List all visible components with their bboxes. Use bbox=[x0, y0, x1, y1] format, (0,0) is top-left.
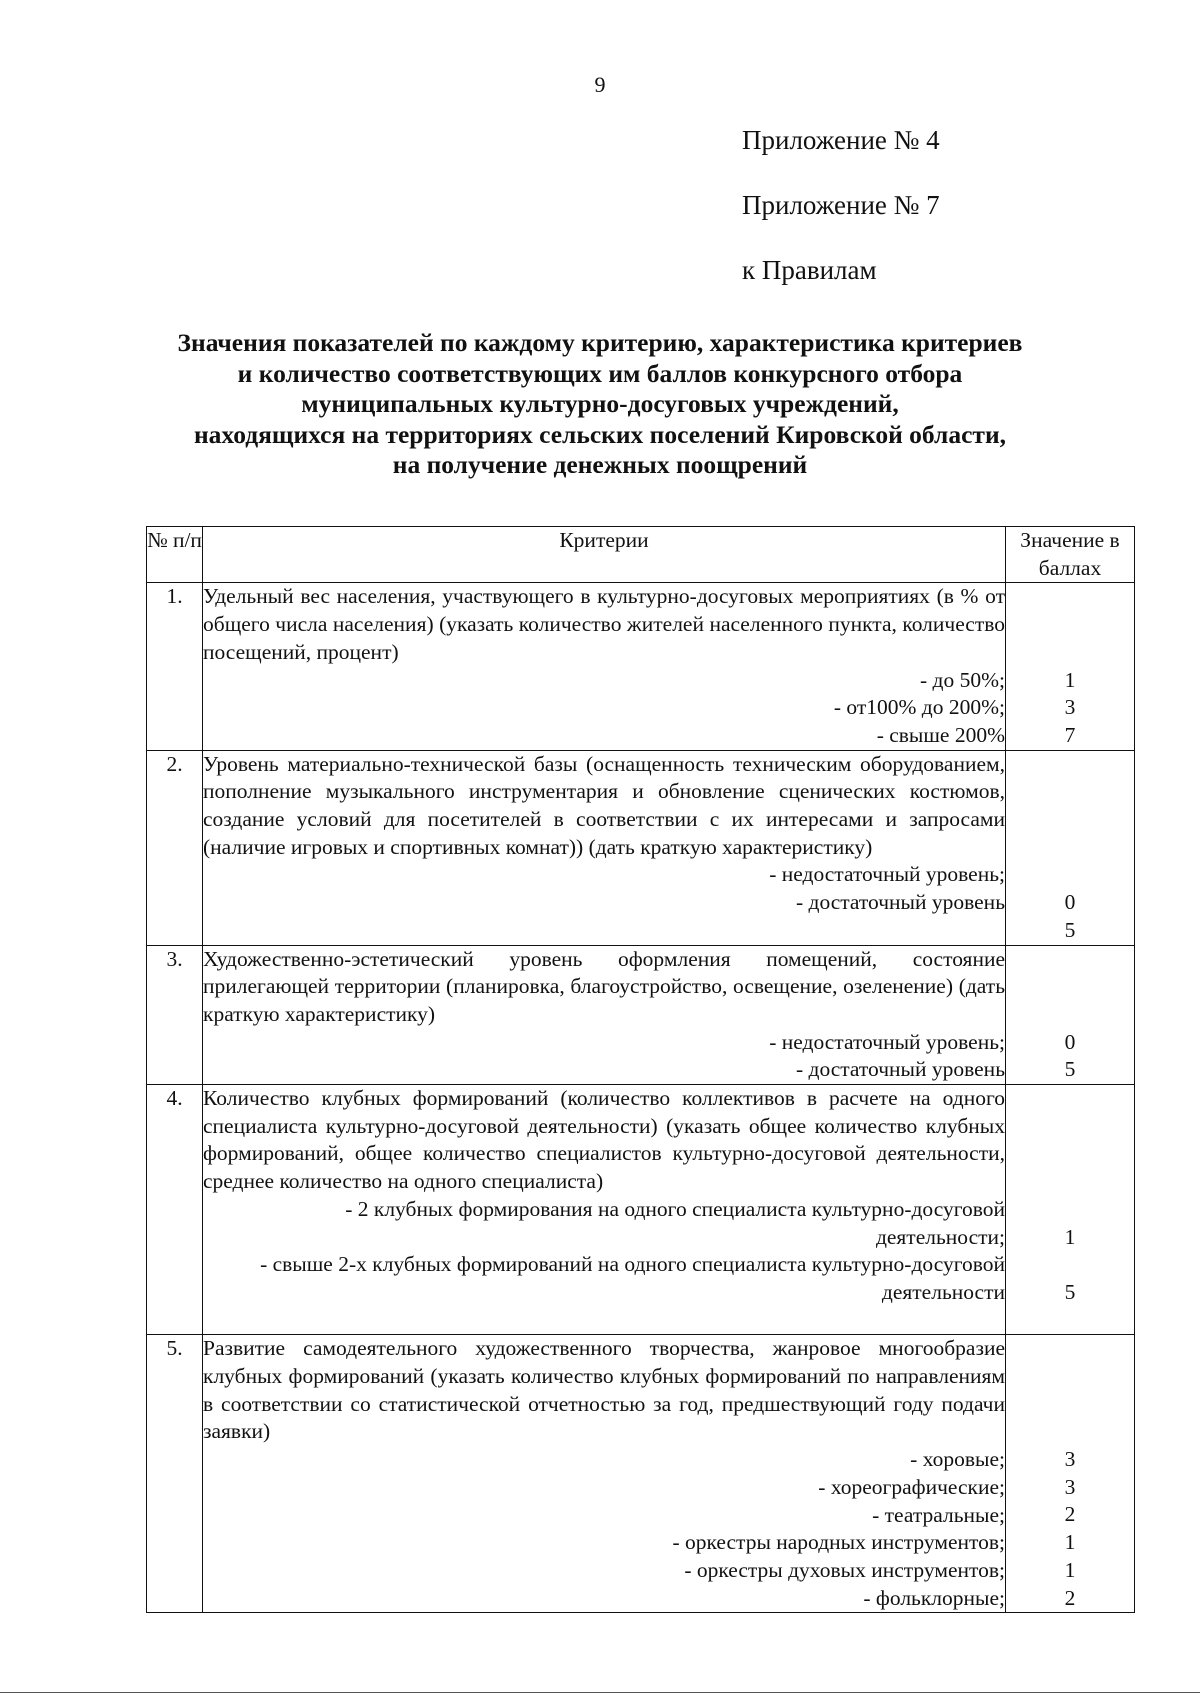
criterion-option: - театральные; bbox=[872, 1502, 1005, 1527]
score-value: 1 bbox=[1064, 1224, 1076, 1249]
score-value: 1 bbox=[1064, 667, 1076, 692]
criterion-option: - 2 клубных формирования на одного специалиста культурно-досуговой деятельности; bbox=[345, 1196, 1005, 1249]
title-line: муниципальных культурно-досуговых учреждений, bbox=[301, 389, 899, 418]
score-value: 3 bbox=[1064, 1447, 1076, 1472]
criterion-option: - хореографические; bbox=[818, 1474, 1005, 1499]
score-value: 7 bbox=[1064, 722, 1076, 747]
header-number: № п/п bbox=[147, 527, 203, 583]
criterion-option: - от100% до 200%; bbox=[833, 695, 1005, 720]
score-value: 2 bbox=[1064, 1502, 1076, 1527]
score-value: 3 bbox=[1064, 695, 1076, 720]
criterion-option: - свыше 2-х клубных формирований на одного специалиста культурно-досуговой деятельности bbox=[260, 1252, 1005, 1304]
score-value: 1 bbox=[1064, 1557, 1076, 1582]
criterion-option: - до 50%; bbox=[920, 667, 1005, 692]
score-spacer bbox=[1006, 583, 1134, 666]
criterion-option: - фольклорные; bbox=[863, 1585, 1005, 1610]
score-cell bbox=[1006, 583, 1135, 750]
criterion-description: Удельный вес населения, участвующего в культурно-досуговых мероприятиях (в % от общего числа населения) (указать количество жителей населенного пункта, количество посещений, процент) bbox=[203, 584, 1005, 664]
score-value: 5 bbox=[1064, 917, 1076, 942]
criterion-cell bbox=[203, 945, 1006, 1085]
annex-label-4: Приложение № 4 bbox=[742, 125, 940, 155]
score-value: 3 bbox=[1064, 1474, 1076, 1499]
title-line: Значения показателей по каждому критерию, характеристика критериев bbox=[177, 328, 1023, 357]
criterion-cell bbox=[203, 750, 1006, 945]
table-row bbox=[147, 1085, 1135, 1335]
criterion-option: - достаточный уровень bbox=[795, 890, 1005, 915]
criterion-cell bbox=[203, 583, 1006, 750]
criterion-option: - недостаточный уровень; bbox=[769, 1029, 1005, 1054]
table-row bbox=[147, 945, 1135, 1085]
score-spacer bbox=[1006, 946, 1134, 1029]
score-value: 0 bbox=[1064, 1029, 1076, 1054]
row-number: 2. bbox=[147, 750, 203, 945]
row-number: 4. bbox=[147, 1085, 203, 1335]
score-value: 0 bbox=[1064, 890, 1076, 915]
header-criteria: Критерии bbox=[203, 527, 1006, 583]
score-spacer bbox=[1006, 1335, 1134, 1446]
criterion-description: Художественно-эстетический уровень оформления помещений, состояние прилегающей территории (планировка, благоустройство, освещение, озеленение) (дать краткую характеристику) bbox=[203, 946, 1005, 1026]
header-score: Значение в баллах bbox=[1006, 527, 1135, 583]
score-cell bbox=[1006, 1335, 1135, 1613]
criterion-option: - оркестры народных инструментов; bbox=[672, 1530, 1005, 1555]
score-cell bbox=[1006, 1085, 1135, 1335]
page-bottom-edge bbox=[0, 1692, 1200, 1693]
title-line: находящихся на территориях сельских поселений Кировской области, bbox=[193, 419, 1007, 449]
criterion-description: Уровень материально-технической базы (оснащенность техническим оборудованием, пополнение музыкального инструментария и обновление сценических костюмов, создание условий для посетителей в соответствии с их интересами и запросами (наличие игровых и спортивных комнат)) (дать краткую характеристику) bbox=[203, 751, 1005, 859]
title-line: и количество соответствующих им баллов конкурсного отбора bbox=[237, 358, 963, 388]
title-line: на получение денежных поощрений bbox=[392, 450, 808, 479]
score-value: 2 bbox=[1064, 1585, 1076, 1610]
score-value: 5 bbox=[1064, 1279, 1076, 1304]
criterion-description: Развитие самодеятельного художественного творчества, жанровое многообразие клубных формирований (указать количество клубных формирований по направлениям в соответствии со статистической отчетностью за год, предшествующий году подачи заявки) bbox=[203, 1336, 1005, 1444]
score-spacer bbox=[1006, 1085, 1134, 1224]
criterion-option: - хоровые; bbox=[910, 1447, 1005, 1472]
table-row bbox=[147, 583, 1135, 750]
row-number: 5. bbox=[147, 1335, 203, 1613]
table-header-row bbox=[147, 527, 1135, 583]
row-number: 1. bbox=[147, 583, 203, 750]
criterion-option: - недостаточный уровень; bbox=[769, 862, 1005, 887]
score-value: 1 bbox=[1064, 1530, 1076, 1555]
criterion-option: - оркестры духовых инструментов; bbox=[684, 1557, 1005, 1582]
criterion-option: - достаточный уровень bbox=[795, 1057, 1005, 1082]
score-cell bbox=[1006, 750, 1135, 945]
criterion-description: Количество клубных формирований (количество коллективов в расчете на одного специалиста культурно-досуговой деятельности) (указать общее количество клубных формирований, общее количество специалистов культурно-досуговой деятельности, среднее количество на одного специалиста) bbox=[203, 1086, 1005, 1194]
criterion-cell bbox=[203, 1335, 1006, 1613]
score-cell bbox=[1006, 945, 1135, 1085]
table-row bbox=[147, 750, 1135, 945]
score-value: 5 bbox=[1064, 1057, 1076, 1082]
table-row bbox=[147, 1335, 1135, 1613]
document-title bbox=[60, 328, 1140, 481]
annex-rules-label: к Правилам bbox=[742, 255, 877, 285]
annex-label-7: Приложение № 7 bbox=[742, 190, 940, 220]
row-number: 3. bbox=[147, 945, 203, 1085]
criterion-cell bbox=[203, 1085, 1006, 1335]
page-number: 9 bbox=[594, 72, 606, 97]
criterion-option: - свыше 200% bbox=[876, 722, 1005, 747]
score-spacer bbox=[1006, 751, 1134, 890]
criteria-table bbox=[146, 526, 1135, 1613]
